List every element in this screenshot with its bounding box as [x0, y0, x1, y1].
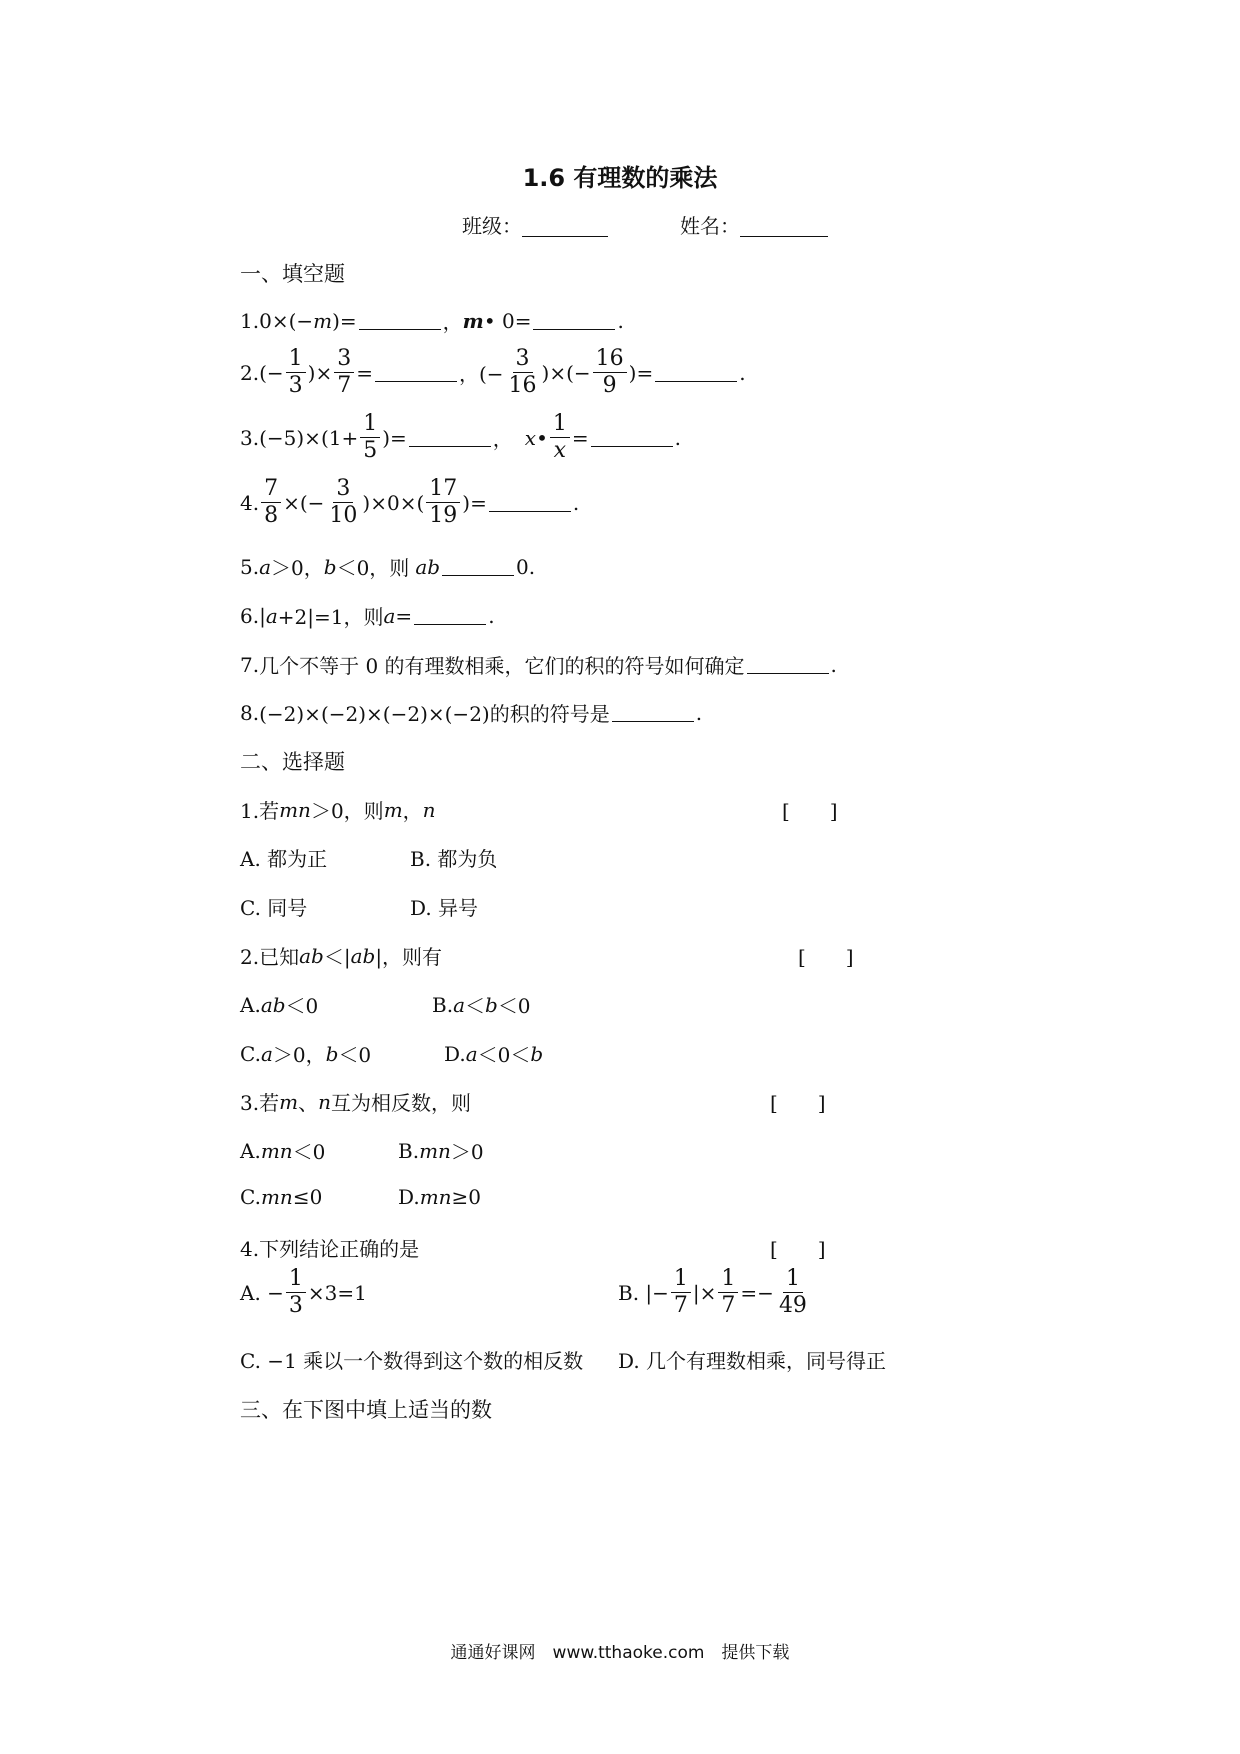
class-label: 班级：	[462, 214, 522, 238]
text-fragment: |	[259, 603, 266, 628]
text-fragment: A.	[240, 1138, 261, 1163]
text-fragment: ＜0	[338, 1043, 372, 1067]
text-fragment: D.	[444, 1041, 466, 1066]
fraction-denominator: 7	[673, 1293, 688, 1318]
text-fragment: =	[395, 603, 413, 628]
text-fragment: .	[617, 308, 624, 333]
fraction-numerator: 16	[593, 348, 627, 373]
text-fragment: ＜0	[285, 994, 319, 1018]
fraction-denominator: 7	[721, 1293, 736, 1318]
choice-q4-option-d: D. 几个有理数相乘，同号得正	[618, 1349, 887, 1373]
section-choice-title: 二、选择题	[240, 750, 345, 774]
choice-q1-option-d: D. 异号	[410, 896, 479, 920]
text-fragment: ＜0＜	[477, 1043, 531, 1067]
choice-q4-option-a	[240, 1268, 367, 1317]
text-fragment: 2.	[240, 360, 260, 385]
fraction	[593, 348, 627, 397]
fill-q5	[240, 552, 535, 581]
fraction-denominator: 3	[288, 373, 303, 398]
text-fragment: )=	[382, 425, 407, 450]
answer-bracket: [ ]	[798, 945, 854, 969]
text-fragment: ，	[402, 799, 423, 823]
text-fragment: mn	[419, 1138, 451, 1163]
text-fragment: 7.	[240, 652, 260, 677]
text-fragment: ≥0	[451, 1185, 482, 1209]
choice-q1-option-a: A. 都为正	[240, 847, 328, 871]
text-fragment: .	[830, 652, 837, 677]
fraction-numerator: 7	[261, 478, 281, 503]
choice-q3-stem	[240, 1087, 471, 1116]
text-fragment: a	[260, 1041, 273, 1066]
choice-q2-option-d	[444, 1039, 543, 1068]
text-fragment: ＜0，则	[336, 556, 410, 580]
text-fragment: mn	[279, 797, 311, 822]
text-fragment: A. −	[240, 1280, 284, 1305]
text-fragment: ab	[299, 943, 324, 968]
text-fragment: 4.	[240, 490, 260, 515]
text-fragment: =−	[740, 1280, 774, 1305]
text-fragment: ×3=1	[307, 1280, 367, 1305]
text-fragment: 3.若	[240, 1091, 280, 1115]
fraction-numerator: 3	[333, 478, 353, 503]
answer-blank	[591, 428, 673, 447]
text-fragment: .	[674, 425, 681, 450]
section-fill-title: 一、填空题	[240, 262, 345, 286]
text-fragment: 5.	[240, 554, 260, 579]
text-fragment: • 0=	[483, 308, 532, 333]
answer-blank	[359, 311, 441, 330]
text-fragment: )×(−	[541, 360, 591, 385]
text-fragment: a	[259, 554, 272, 579]
page-title: 1.6 有理数的乘法	[522, 164, 718, 192]
answer-blank	[612, 703, 694, 722]
text-fragment: ＜	[465, 994, 485, 1018]
text-fragment: m	[383, 797, 403, 822]
answer-blank	[533, 311, 615, 330]
choice-q2-option-a	[240, 990, 318, 1019]
text-fragment: 0.	[516, 554, 536, 579]
text-fragment: ×(−	[283, 490, 325, 515]
text-fragment: .	[695, 700, 703, 725]
text-fragment: mn	[260, 1185, 293, 1209]
text-fragment: ≤0	[292, 1185, 323, 1209]
fraction-denominator: x	[553, 438, 567, 463]
text-fragment: 2.已知	[240, 945, 300, 969]
answer-blank	[747, 655, 829, 674]
text-fragment: m	[462, 308, 484, 333]
text-fragment: D.	[398, 1185, 420, 1209]
fill-q4	[240, 478, 579, 527]
text-fragment: ＞0	[450, 1140, 484, 1164]
text-fragment: b	[323, 554, 337, 579]
text-fragment: mn	[419, 1185, 452, 1209]
text-fragment: +2|=1，则	[277, 605, 384, 629]
answer-blank	[489, 493, 571, 512]
name-label: 姓名：	[680, 214, 740, 238]
choice-q4-stem: 4.下列结论正确的是	[240, 1237, 420, 1261]
text-fragment: n	[318, 1089, 331, 1114]
fraction-denominator: 7	[337, 373, 352, 398]
footer-credit: 通通好课网 www.tthaoke.com 提供下载	[450, 1643, 790, 1663]
fill-q1	[240, 306, 624, 335]
text-fragment: a	[265, 603, 278, 628]
fraction-denominator: 8	[264, 503, 279, 528]
text-fragment: x	[524, 425, 537, 450]
text-fragment: •	[536, 425, 548, 450]
choice-q3-option-c	[240, 1185, 322, 1209]
text-fragment: b	[530, 1041, 544, 1066]
text-fragment: C.	[240, 1185, 261, 1209]
fraction	[550, 413, 570, 462]
text-fragment: ＜|	[323, 945, 351, 969]
text-fragment: (−2)×(−2)×(−2)×(−2)的积的符号是	[259, 702, 610, 726]
choice-q3-option-a	[240, 1136, 325, 1165]
text-fragment: 6.	[240, 603, 260, 628]
text-fragment: ，(−	[458, 362, 504, 386]
answer-blank	[409, 428, 491, 447]
text-fragment: )=	[462, 490, 487, 515]
fraction	[671, 1268, 691, 1317]
text-fragment: a	[383, 603, 396, 628]
text-fragment: a	[465, 1041, 478, 1066]
fraction-denominator: 3	[288, 1293, 303, 1318]
answer-bracket: [ ]	[782, 799, 838, 823]
fill-q6	[240, 601, 495, 630]
text-fragment: .	[488, 603, 495, 628]
text-fragment: )×0×(	[362, 490, 425, 515]
text-fragment: a	[453, 992, 465, 1017]
text-fragment: (−5)×(1+	[259, 425, 359, 450]
fraction-numerator: 1	[286, 348, 306, 373]
text-fragment: 、	[298, 1091, 319, 1115]
answer-blank	[375, 363, 457, 382]
fraction	[286, 348, 306, 397]
text-fragment: b	[485, 992, 498, 1017]
text-fragment: ，	[492, 427, 513, 451]
fraction	[360, 413, 380, 462]
fraction	[718, 1268, 738, 1317]
text-fragment: n	[422, 797, 436, 822]
fraction	[286, 1268, 306, 1317]
choice-q1-option-c: C. 同号	[240, 896, 308, 920]
choice-q2-option-c	[240, 1039, 371, 1068]
text-fragment: m	[313, 308, 333, 333]
text-fragment: B. |−	[618, 1280, 669, 1305]
fraction-numerator: 3	[334, 348, 354, 373]
fraction	[506, 348, 540, 397]
text-fragment: b	[325, 1041, 339, 1066]
text-fragment: ＞0，	[272, 1043, 326, 1067]
fraction-numerator: 17	[426, 478, 460, 503]
text-fragment: 1.	[240, 308, 260, 333]
fill-q8	[240, 698, 702, 727]
fraction-numerator: 1	[550, 413, 570, 438]
answer-blank	[414, 606, 486, 625]
text-fragment: )=	[628, 360, 654, 385]
fraction-denominator: 9	[602, 373, 617, 398]
fraction-numerator: 1	[718, 1268, 738, 1293]
text-fragment: (−	[259, 360, 284, 385]
fraction	[334, 348, 354, 397]
text-fragment: B.	[398, 1138, 420, 1163]
class-blank	[522, 216, 608, 237]
text-fragment: C.	[240, 1041, 261, 1066]
fill-q7	[240, 650, 837, 679]
text-fragment: ab	[350, 943, 376, 968]
text-fragment: m	[279, 1089, 299, 1114]
text-fragment: =	[571, 425, 589, 450]
answer-blank	[655, 363, 737, 382]
text-fragment: ab	[260, 992, 286, 1017]
answer-bracket: [ ]	[770, 1237, 826, 1261]
fraction	[426, 478, 460, 527]
fraction-denominator: 16	[508, 373, 537, 398]
text-fragment: ＞0，	[271, 556, 324, 580]
choice-q2-option-b	[432, 990, 531, 1019]
fraction-denominator: 49	[778, 1293, 807, 1318]
name-field	[680, 210, 828, 239]
text-fragment: ，	[442, 310, 463, 334]
text-fragment: |×	[692, 1280, 717, 1305]
choice-q4-option-c: C. −1 乘以一个数得到这个数的相反数	[240, 1349, 584, 1373]
fraction	[776, 1268, 810, 1317]
class-field	[462, 210, 608, 239]
text-fragment: B.	[432, 992, 454, 1017]
text-fragment: 1.若	[240, 799, 280, 823]
answer-blank	[442, 557, 514, 576]
fraction-denominator: 10	[329, 503, 358, 528]
fraction-numerator: 1	[783, 1268, 803, 1293]
fraction-numerator: 3	[513, 348, 533, 373]
fraction-numerator: 1	[360, 413, 380, 438]
choice-q4-option-b	[618, 1268, 812, 1317]
text-fragment: .	[572, 490, 580, 515]
text-fragment: mn	[260, 1138, 293, 1163]
text-fragment: 8.	[240, 700, 260, 725]
section-diagram-title: 三、在下图中填上适当的数	[240, 1398, 492, 1422]
fill-q2	[240, 348, 746, 397]
text-fragment: ＜0	[292, 1140, 326, 1164]
fraction	[326, 478, 360, 527]
choice-q1-option-b: B. 都为负	[410, 847, 498, 871]
text-fragment: |，则有	[375, 945, 443, 969]
text-fragment: 3.	[240, 425, 260, 450]
text-fragment: =	[356, 360, 373, 385]
choice-q1-stem	[240, 795, 436, 824]
text-fragment: )=	[332, 308, 357, 333]
text-fragment: )×	[307, 360, 333, 385]
answer-bracket: [ ]	[770, 1091, 826, 1115]
fraction-denominator: 5	[363, 438, 378, 463]
fraction-numerator: 1	[671, 1268, 691, 1293]
choice-q3-option-b	[398, 1136, 484, 1165]
text-fragment: 互为相反数，则	[330, 1091, 471, 1115]
fraction-denominator: 19	[429, 503, 458, 528]
text-fragment: A.	[240, 992, 261, 1017]
fill-q3	[240, 413, 681, 462]
name-blank	[740, 216, 828, 237]
text-fragment: ＞0，则	[310, 799, 384, 823]
text-fragment: 几个不等于 0 的有理数相乘，它们的积的符号如何确定	[259, 654, 745, 678]
text-fragment: ab	[415, 554, 441, 579]
choice-q3-option-d	[398, 1185, 481, 1209]
fraction-numerator: 1	[286, 1268, 306, 1293]
text-fragment: ＜0	[497, 994, 531, 1018]
fraction	[261, 478, 281, 527]
choice-q2-stem	[240, 941, 442, 970]
text-fragment: .	[739, 360, 746, 385]
text-fragment: 0×(−	[259, 308, 314, 333]
